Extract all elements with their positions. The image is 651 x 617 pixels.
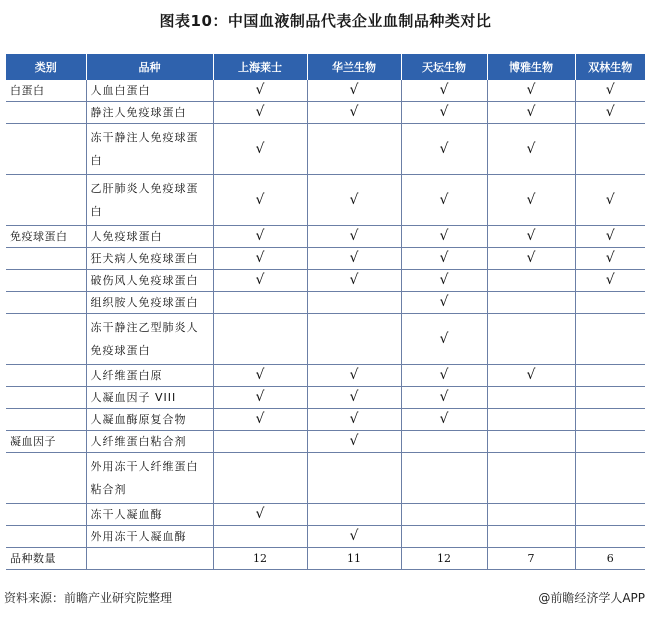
table-row: [6, 80, 645, 102]
brand-credit: @前瞻经济学人APP: [538, 591, 645, 605]
empty-cell: [575, 124, 645, 175]
product-cell: 人凝血酶原复合物: [86, 409, 213, 431]
empty-cell: [213, 314, 307, 365]
empty-cell: [575, 387, 645, 409]
empty-cell: [487, 526, 575, 548]
check-icon: √: [575, 248, 645, 270]
empty-cell: [401, 526, 487, 548]
check-icon: √: [401, 226, 487, 248]
empty-cell: [487, 314, 575, 365]
page-title: 图表10：中国血液制品代表企业血制品种类对比: [159, 12, 492, 30]
check-icon: √: [307, 270, 401, 292]
check-icon: √: [401, 387, 487, 409]
check-icon: √: [307, 365, 401, 387]
count-value: 6: [575, 548, 645, 570]
check-icon: √: [307, 431, 401, 453]
column-header: 上海莱士: [213, 54, 307, 80]
category-cell: [6, 504, 86, 526]
table-row: [6, 102, 645, 124]
empty-cell: [401, 453, 487, 504]
empty-cell: [307, 292, 401, 314]
product-cell: 组织胺人免疫球蛋白: [86, 292, 213, 314]
table-row: [6, 124, 645, 175]
check-icon: √: [401, 248, 487, 270]
empty-cell: [575, 453, 645, 504]
empty-cell: [487, 387, 575, 409]
empty-cell: [86, 548, 213, 570]
check-icon: √: [575, 175, 645, 226]
product-cell: 乙肝肺炎人免疫球蛋白: [86, 175, 213, 226]
table-header: [6, 54, 645, 80]
column-header: 双林生物: [575, 54, 645, 80]
check-icon: √: [487, 175, 575, 226]
column-header: 天坛生物: [401, 54, 487, 80]
table-row: [6, 453, 645, 504]
category-cell: [6, 365, 86, 387]
category-cell: [6, 248, 86, 270]
check-icon: √: [575, 226, 645, 248]
check-icon: √: [213, 387, 307, 409]
product-cell: 人纤维蛋白粘合剂: [86, 431, 213, 453]
empty-cell: [575, 431, 645, 453]
category-cell: 免疫球蛋白: [6, 226, 86, 248]
column-header: 品种: [86, 54, 213, 80]
category-cell: [6, 387, 86, 409]
product-cell: 人免疫球蛋白: [86, 226, 213, 248]
product-cell: 外用冻干人凝血酶: [86, 526, 213, 548]
table-row: [6, 175, 645, 226]
empty-cell: [213, 292, 307, 314]
empty-cell: [307, 453, 401, 504]
product-cell: 外用冻干人纤维蛋白粘合剂: [86, 453, 213, 504]
check-icon: √: [213, 80, 307, 102]
category-cell: [6, 526, 86, 548]
check-icon: √: [307, 226, 401, 248]
table-row: [6, 270, 645, 292]
check-icon: √: [401, 102, 487, 124]
table-row: [6, 248, 645, 270]
check-icon: √: [401, 80, 487, 102]
empty-cell: [487, 270, 575, 292]
product-cell: 静注人免疫球蛋白: [86, 102, 213, 124]
table-row: [6, 365, 645, 387]
category-cell: [6, 270, 86, 292]
table-row: [6, 431, 645, 453]
empty-cell: [487, 292, 575, 314]
table-row: [6, 526, 645, 548]
table-body: [6, 80, 645, 570]
check-icon: √: [307, 175, 401, 226]
product-cell: 冻干人凝血酶: [86, 504, 213, 526]
check-icon: √: [307, 102, 401, 124]
table-row: [6, 226, 645, 248]
check-icon: √: [401, 292, 487, 314]
category-cell: 白蛋白: [6, 80, 86, 102]
table-row: [6, 387, 645, 409]
check-icon: √: [487, 248, 575, 270]
category-cell: [6, 409, 86, 431]
category-cell: [6, 314, 86, 365]
check-icon: √: [213, 365, 307, 387]
check-icon: √: [401, 409, 487, 431]
empty-cell: [575, 365, 645, 387]
empty-cell: [307, 504, 401, 526]
table-row: [6, 504, 645, 526]
empty-cell: [487, 504, 575, 526]
source-note: 资料来源：前瞻产业研究院整理: [4, 591, 173, 605]
count-row: [6, 548, 645, 570]
count-value: 11: [307, 548, 401, 570]
check-icon: √: [213, 226, 307, 248]
count-value: 7: [487, 548, 575, 570]
check-icon: √: [213, 504, 307, 526]
check-icon: √: [213, 102, 307, 124]
product-cell: 人血白蛋白: [86, 80, 213, 102]
empty-cell: [575, 409, 645, 431]
check-icon: √: [401, 124, 487, 175]
category-cell: [6, 124, 86, 175]
check-icon: √: [401, 314, 487, 365]
empty-cell: [487, 431, 575, 453]
check-icon: √: [401, 175, 487, 226]
product-cell: 人纤维蛋白原: [86, 365, 213, 387]
check-icon: √: [213, 409, 307, 431]
category-cell: [6, 175, 86, 226]
check-icon: √: [213, 270, 307, 292]
category-cell: [6, 453, 86, 504]
empty-cell: [575, 504, 645, 526]
empty-cell: [401, 504, 487, 526]
empty-cell: [487, 409, 575, 431]
empty-cell: [575, 314, 645, 365]
check-icon: √: [487, 226, 575, 248]
column-header: 类别: [6, 54, 86, 80]
category-cell: [6, 102, 86, 124]
table-row: [6, 292, 645, 314]
category-cell: [6, 292, 86, 314]
product-comparison-table: [6, 54, 645, 570]
empty-cell: [487, 453, 575, 504]
empty-cell: [213, 526, 307, 548]
check-icon: √: [487, 80, 575, 102]
empty-cell: [307, 124, 401, 175]
check-icon: √: [487, 102, 575, 124]
product-cell: 狂犬病人免疫球蛋白: [86, 248, 213, 270]
count-label: 品种数量: [6, 548, 86, 570]
check-icon: √: [307, 80, 401, 102]
check-icon: √: [213, 124, 307, 175]
product-cell: 冻干静注人免疫球蛋白: [86, 124, 213, 175]
check-icon: √: [575, 102, 645, 124]
table-row: [6, 409, 645, 431]
empty-cell: [213, 453, 307, 504]
empty-cell: [401, 431, 487, 453]
check-icon: √: [575, 270, 645, 292]
count-value: 12: [213, 548, 307, 570]
column-header: 博雅生物: [487, 54, 575, 80]
check-icon: √: [307, 248, 401, 270]
check-icon: √: [307, 526, 401, 548]
empty-cell: [575, 292, 645, 314]
category-cell: 凝血因子: [6, 431, 86, 453]
check-icon: √: [213, 175, 307, 226]
column-header: 华兰生物: [307, 54, 401, 80]
product-cell: 人凝血因子 VIII: [86, 387, 213, 409]
check-icon: √: [487, 365, 575, 387]
check-icon: √: [307, 387, 401, 409]
empty-cell: [213, 431, 307, 453]
check-icon: √: [401, 270, 487, 292]
product-cell: 冻干静注乙型肺炎人免疫球蛋白: [86, 314, 213, 365]
count-value: 12: [401, 548, 487, 570]
check-icon: √: [487, 124, 575, 175]
empty-cell: [307, 314, 401, 365]
check-icon: √: [575, 80, 645, 102]
product-cell: 破伤风人免疫球蛋白: [86, 270, 213, 292]
check-icon: √: [401, 365, 487, 387]
table-row: [6, 314, 645, 365]
empty-cell: [575, 526, 645, 548]
check-icon: √: [213, 248, 307, 270]
check-icon: √: [307, 409, 401, 431]
